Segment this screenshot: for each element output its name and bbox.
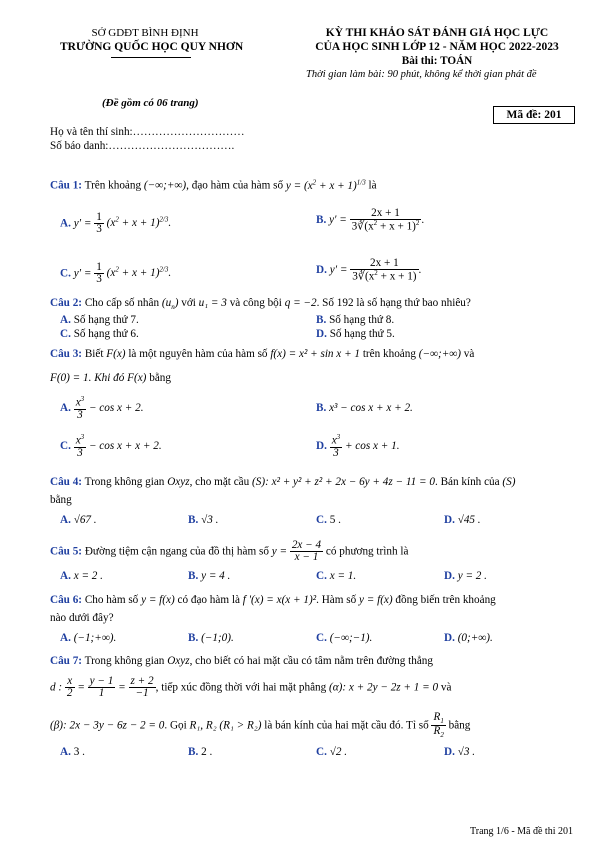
question-4-line2: bằng — [50, 494, 72, 506]
q1-option-b[interactable]: B. y′ = $\frac{2x + 1}{3∛(x^2 + x + 1)^2}$ . — [316, 207, 425, 233]
q1-option-c[interactable]: C. y′ = $\frac{1}{3}$ $(x^2 + x + 1)^{2/3}$. — [60, 261, 172, 286]
question-7-line3: (β): 2x − 3y − 6z − 2 = 0. Gọi R₁, R₂ (R₁ > R₂) là bán kính của hai mặt cầu đó. Tỉ số $\frac{R_1}{R_2}$ bằng — [50, 711, 471, 740]
school-name: TRƯỜNG QUỐC HỌC QUY NHƠN — [60, 41, 244, 53]
q2-option-c[interactable]: C. Số hạng thứ 6. — [60, 328, 139, 340]
question-3-line2: F(0) = 1. Khi đó F(x) bằng — [50, 372, 171, 384]
q2-option-b[interactable]: B. Số hạng thứ 8. — [316, 314, 395, 326]
time-note: Thời gian làm bài: 90 phút, không kể thời gian phát đề — [306, 69, 537, 80]
q6-option-b[interactable]: B. (−1;0). — [188, 632, 234, 644]
candidate-name-field: Họ và tên thí sinh:………………………… — [50, 126, 245, 138]
page-footer: Trang 1/6 - Mã đề thi 201 — [470, 826, 573, 837]
question-5: Câu 5: Đường tiệm cận ngang của đồ thị hàm số y = $\frac{2x - 4}{x - 1}$ có phương trình là — [50, 539, 409, 564]
q5-option-b[interactable]: B. y = 4 . — [188, 570, 231, 582]
question-6: Câu 6: Cho hàm số y = f(x) có đạo hàm là f '(x) = x(x + 1)². Hàm số y = f(x) đồng biến trên khoảng — [50, 594, 496, 606]
q4-option-a[interactable]: A. √67 . — [60, 514, 97, 526]
q6-option-c[interactable]: C. (−∞;−1). — [316, 632, 373, 644]
q4-option-c[interactable]: C. 5 . — [316, 514, 341, 526]
exam-title: KỲ THI KHẢO SÁT ĐÁNH GIÁ HỌC LỰC — [325, 27, 549, 39]
q1-option-d[interactable]: D. y′ = $\frac{2x + 1}{3∛(x^2 + x + 1)}$ . — [316, 257, 422, 283]
q3-option-c[interactable]: C. $\frac{x^3}{3}$ − cos x + x + 2. — [60, 433, 162, 459]
exam-subtitle: CỦA HỌC SINH LỚP 12 - NĂM HỌC 2022-2023 — [315, 41, 559, 53]
subject-label: Bài thi: TOÁN — [401, 55, 473, 67]
school-underline — [111, 57, 191, 58]
q5-option-c[interactable]: C. x = 1. — [316, 570, 357, 582]
question-2: Câu 2: Cho cấp số nhân $(u_n)$ với u₁ = 3 và công bội q = −2. Số 192 là số hạng thứ bao nhiêu? — [50, 297, 471, 312]
question-label: Câu 1: — [50, 179, 83, 192]
question-4: Câu 4: Trong không gian Oxyz, cho mặt cầu (S): x² + y² + z² + 2x − 6y + 4z − 11 = 0. Bán kính của (S) — [50, 476, 516, 488]
q4-option-b[interactable]: B. √3 . — [188, 514, 219, 526]
candidate-id-field: Số báo danh:……………………………. — [50, 140, 235, 152]
q5-option-d[interactable]: D. y = 2 . — [444, 570, 487, 582]
q6-option-d[interactable]: D. (0;+∞). — [444, 632, 493, 644]
q2-option-a[interactable]: A. Số hạng thứ 7. — [60, 314, 139, 326]
q3-option-a[interactable]: A. $\frac{x^3}{3}$ − cos x + 2. — [60, 395, 144, 421]
question-7: Câu 7: Trong không gian Oxyz, cho biết có hai mặt cầu có tâm nằm trên đường thẳng — [50, 655, 433, 667]
question-6-line2: nào dưới đây? — [50, 612, 114, 624]
q1-option-a[interactable]: A. y′ = $\frac{1}{3}$ $(x^2 + x + 1)^{2/3}$. — [60, 211, 172, 236]
q5-option-a[interactable]: A. x = 2 . — [60, 570, 103, 582]
question-1: Câu 1: Trên khoảng (−∞;+∞), đạo hàm của hàm số $y = (x^2 + x + 1)^{1/3}$ là — [50, 178, 377, 192]
q3-option-b[interactable]: B. x³ − cos x + x + 2. — [316, 402, 413, 414]
pages-note: (Đề gồm có 06 trang) — [102, 97, 199, 109]
q7-option-c[interactable]: C. √2 . — [316, 746, 348, 758]
q4-option-d[interactable]: D. √45 . — [444, 514, 481, 526]
q7-option-d[interactable]: D. √3 . — [444, 746, 476, 758]
department-name: SỞ GDĐT BÌNH ĐỊNH — [91, 27, 199, 39]
question-3: Câu 3: Biết F(x) là một nguyên hàm của hàm số f(x) = x² + sin x + 1 trên khoảng (−∞;+∞) và — [50, 348, 475, 360]
q7-option-b[interactable]: B. 2 . — [188, 746, 213, 758]
q3-option-d[interactable]: D. $\frac{x^3}{3}$ + cos x + 1. — [316, 433, 400, 459]
q7-option-a[interactable]: A. 3 . — [60, 746, 85, 758]
q2-option-d[interactable]: D. Số hạng thứ 5. — [316, 328, 395, 340]
exam-code-box: Mã đề: 201 — [493, 106, 575, 124]
question-7-line2: d : $\frac{x}{2}$ = $\frac{y - 1}{1}$ = $\frac{z + 2}{-1}$ , tiếp xúc đồng thời với hai mặt phẳng (α): x + 2y − 2z + 1 = 0 và — [50, 675, 452, 700]
q6-option-a[interactable]: A. (−1;+∞). — [60, 632, 117, 644]
